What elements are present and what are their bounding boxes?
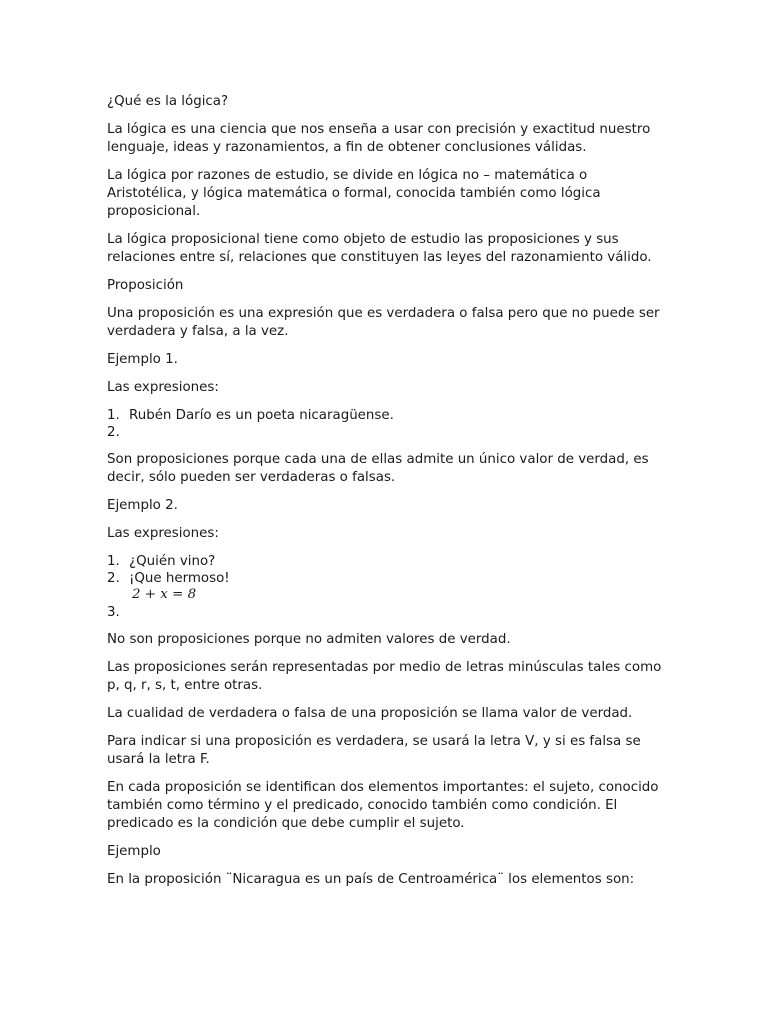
list-item-text: ¿Quién vino? — [129, 554, 216, 569]
example-1-conclusion: Son proposiciones porque cada una de ellas admite un único valor de verdad, es decir, sólo pueden ser verdaderas o falsas. — [107, 452, 649, 485]
math-formula — [132, 586, 196, 603]
paragraph-division: La lógica por razones de estudio, se divide en lógica no – matemática o Aristotélica, y lógica matemática o formal, conocida también como lógica proposicional. — [107, 168, 601, 219]
example-2-conclusion: No son proposiciones porque no admiten valores de verdad. — [107, 632, 511, 647]
paragraph-last: En la proposición ¨Nicaragua es un país de Centroamérica¨ los elementos son: — [107, 872, 635, 887]
list-item-number: 3. — [107, 605, 120, 620]
list-item — [107, 570, 667, 587]
list-item-number: 1. — [107, 554, 120, 569]
paragraph-letters: Las proposiciones serán representadas por medio de letras minúsculas tales como p, q, r, s, t, entre otras. — [107, 660, 662, 693]
formula-term: 2 — [132, 587, 141, 602]
list-item — [107, 424, 667, 441]
heading-proposicion: Proposición — [107, 278, 184, 293]
paragraph-v-f: Para indicar si una proposición es verdadera, se usará la letra V, y si es falsa se usará la letra F. — [107, 734, 641, 767]
formula-term: 8 — [187, 587, 197, 602]
list-item-text: ¡Que hermoso! — [129, 571, 230, 586]
formula-line — [107, 587, 667, 604]
document-page — [107, 93, 667, 899]
paragraph-object: La lógica proposicional tiene como objeto de estudio las proposiciones y sus relaciones entre sí, relaciones que constituyen las leyes del razonamiento válido. — [107, 232, 652, 265]
example-1-intro: Las expresiones: — [107, 380, 219, 395]
list-item-number: 1. — [107, 408, 120, 423]
document-title: ¿Qué es la lógica? — [107, 94, 229, 109]
paragraph-definition: La lógica es una ciencia que nos enseña a usar con precisión y exactitud nuestro lenguaje, ideas y razonamientos, a fin de obtener conclusiones válidas. — [107, 122, 651, 155]
example-2-list — [107, 553, 667, 621]
formula-variable: x — [160, 587, 168, 602]
paragraph-proposicion-definition: Una proposición es una expresión que es verdadera o falsa pero que no puede ser verdadera y falsa, a la vez. — [107, 306, 660, 339]
paragraph-truth-value: La cualidad de verdadera o falsa de una proposición se llama valor de verdad. — [107, 706, 633, 721]
example-1-label: Ejemplo 1. — [107, 352, 178, 367]
list-item-number: 2. — [107, 571, 120, 586]
list-item — [107, 604, 667, 621]
formula-operator: = — [172, 587, 184, 602]
formula-operator: + — [144, 587, 157, 602]
example-3-label: Ejemplo — [107, 844, 161, 859]
list-item — [107, 407, 667, 424]
paragraph-elements: En cada proposición se identifican dos elementos importantes: el sujeto, conocido también como término y el predicado, conocido también como condición. El predicado es la condición que debe cumplir el sujeto. — [107, 780, 659, 831]
example-1-list — [107, 407, 667, 441]
list-item — [107, 553, 667, 570]
list-item-number: 2. — [107, 425, 120, 440]
example-2-label: Ejemplo 2. — [107, 498, 178, 513]
example-2-intro: Las expresiones: — [107, 526, 219, 541]
list-item-text: Rubén Darío es un poeta nicaragüense. — [129, 408, 394, 423]
